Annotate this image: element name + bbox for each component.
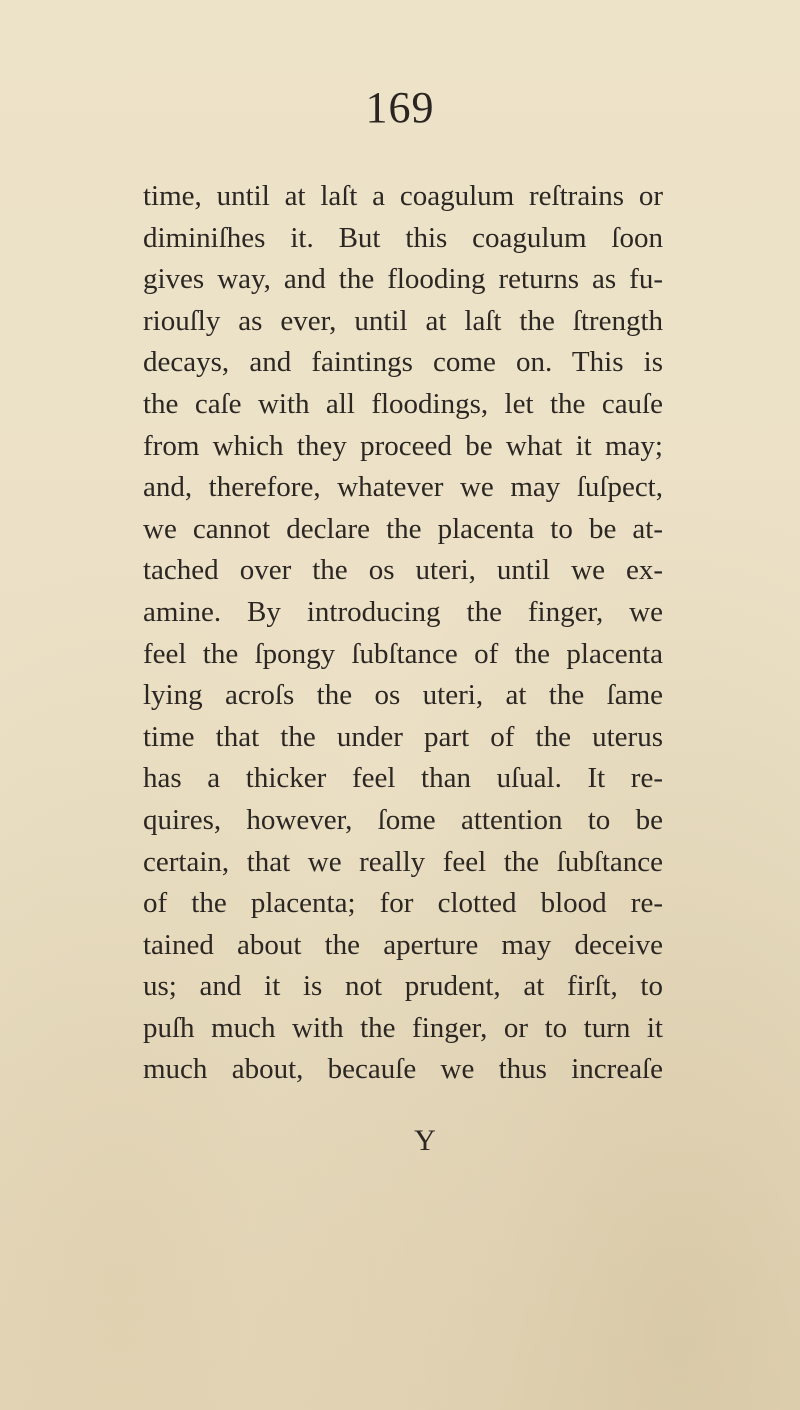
text-line: has a thicker feel than uſual. It re-	[143, 762, 663, 795]
text-line: the caſe with all floodings, let the cauſe	[143, 387, 663, 420]
text-line: lying acroſs the os uteri, at the ſame	[143, 679, 663, 712]
text-line: feel the ſpongy ſubſtance of the placenta	[143, 637, 663, 670]
catchword: Y	[414, 1124, 436, 1157]
text-line: time that the under part of the uterus	[143, 720, 663, 753]
text-line: tached over the os uteri, until we ex-	[143, 554, 663, 587]
text-line: puſh much with the finger, or to turn it	[143, 1011, 663, 1044]
text-line: quires, however, ſome attention to be	[143, 803, 663, 836]
page-number: 169	[365, 83, 435, 132]
text-line: from which they proceed be what it may;	[143, 429, 663, 462]
text-line: we cannot declare the placenta to be at-	[143, 512, 663, 545]
text-line: riouſly as ever, until at laſt the ſtrength	[143, 304, 663, 337]
text-line: and, therefore, whatever we may ſuſpect,	[143, 471, 663, 504]
text-line: gives way, and the flooding returns as fu-	[143, 263, 663, 296]
text-line: amine. By introducing the finger, we	[143, 595, 663, 628]
text-line: decays, and faintings come on. This is	[143, 346, 663, 379]
text-line: diminiſhes it. But this coagulum ſoon	[143, 221, 663, 254]
text-line: certain, that we really feel the ſubſtance	[143, 845, 663, 878]
text-line: time, until at laſt a coagulum reſtrains or	[143, 180, 663, 212]
text-line: of the placenta; for clotted blood re-	[143, 887, 663, 920]
text-line: tained about the aperture may deceive	[143, 928, 663, 961]
text-line: much about, becauſe we thus increaſe	[143, 1053, 663, 1086]
body-text	[143, 176, 663, 1091]
text-line: us; and it is not prudent, at firſt, to	[143, 970, 663, 1003]
